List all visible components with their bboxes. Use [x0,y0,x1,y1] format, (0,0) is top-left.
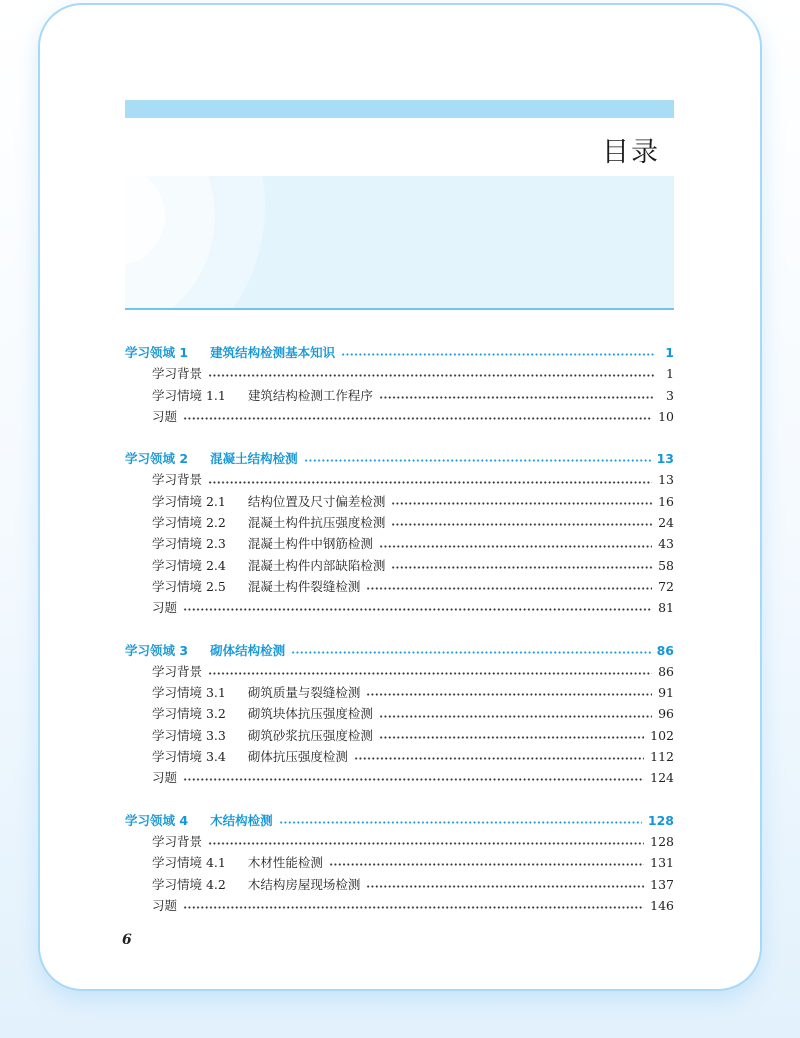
dot-leader [366,587,652,590]
toc-entry-row[interactable] [125,895,674,916]
toc-entry-title: 结构位置及尺寸偏差检测 [247,493,386,509]
toc-section-title: 木结构检测 [210,812,273,828]
toc-entry-label: 学习背景 [152,833,203,849]
toc-entry-row[interactable] [125,831,674,852]
toc-section-page: 128 [647,812,674,828]
toc-entry-row[interactable] [125,874,674,895]
toc-entry-title: 混凝土构件裂缝检测 [247,578,361,594]
toc-section-row[interactable] [125,810,674,831]
toc-entry-row[interactable] [125,491,674,512]
dot-leader [208,374,654,377]
toc-entry-title: 砌筑块体抗压强度检测 [247,706,373,722]
dot-leader [183,608,652,611]
toc-entry-row[interactable] [125,682,674,703]
toc-section-title: 混凝土结构检测 [210,451,298,467]
header-bar [125,100,674,118]
toc-entry-row[interactable] [125,406,674,427]
toc-entry-label: 学习情境 2.4 [152,557,226,573]
page-title: 目录 [602,137,660,168]
section-gap [125,619,674,640]
dot-leader [329,863,644,866]
toc-entry-title: 混凝土构件抗压强度检测 [247,515,386,531]
toc-entry-label: 学习情境 2.2 [152,515,226,531]
dot-leader [341,353,654,356]
toc-section-label: 学习领域 4 [125,812,189,828]
dot-leader [304,459,651,462]
toc-entry-title: 木材性能检测 [247,855,323,871]
toc-entry-row[interactable] [125,725,674,746]
toc-entry-page: 10 [658,408,674,424]
toc-entry-row[interactable] [125,533,674,554]
toc-entry-page: 13 [658,472,674,488]
page-number: 6 [122,932,132,948]
dot-leader [379,545,652,548]
dot-leader [391,566,652,569]
toc-entry-page: 24 [658,515,674,531]
toc-entry-page: 91 [658,685,674,701]
toc-entry-row[interactable] [125,703,674,724]
toc-entry-row[interactable] [125,767,674,788]
toc-entry-row[interactable] [125,852,674,873]
dot-leader [379,715,652,718]
toc-entry-label: 学习情境 3.4 [152,749,226,765]
toc-entry-page: 112 [650,749,674,765]
toc-entry-page: 128 [650,833,674,849]
header-banner [125,176,674,310]
toc-section-row[interactable] [125,342,674,363]
dot-leader [379,396,654,399]
toc-entry-label: 学习情境 1.1 [152,387,226,403]
dot-leader [379,736,644,739]
dot-leader [183,906,644,909]
toc-entry-label: 学习情境 4.2 [152,876,226,892]
toc-entry-page: 16 [658,493,674,509]
dot-leader [208,481,652,484]
dot-leader [183,417,652,420]
dot-leader [391,523,652,526]
toc-section-page: 13 [656,451,674,467]
toc-section-label: 学习领域 2 [125,451,189,467]
toc-entry-label: 学习背景 [152,472,203,488]
dot-leader [366,693,652,696]
toc-entry-page: 3 [666,387,674,403]
dot-leader [279,821,642,824]
toc-entry-row[interactable] [125,555,674,576]
toc-entry-title: 砌筑质量与裂缝检测 [247,685,361,701]
toc-entry-title: 砌筑砂浆抗压强度检测 [247,727,373,743]
toc-entry-row[interactable] [125,385,674,406]
dot-leader [391,502,652,505]
toc-entry-page: 81 [658,600,674,616]
toc-entry-title: 砌体抗压强度检测 [247,749,348,765]
toc-entry-label: 学习情境 4.1 [152,855,226,871]
toc-entry-label: 学习情境 3.2 [152,706,226,722]
toc-entry-page: 58 [658,557,674,573]
toc-entry-label: 习题 [152,408,178,424]
toc-entry-title: 混凝土构件中钢筋检测 [247,536,373,552]
toc-entry-label: 学习情境 2.3 [152,536,226,552]
toc-section-label: 学习领域 1 [125,345,189,360]
dot-leader [208,842,644,845]
toc-entry-page: 131 [650,855,674,871]
toc-entry-row[interactable] [125,746,674,767]
toc-section-row[interactable] [125,448,674,469]
dot-leader [354,757,644,760]
toc-entry-page: 43 [658,536,674,552]
toc-entry-label: 习题 [152,770,178,786]
toc-entry-row[interactable] [125,512,674,533]
toc-entry-title: 建筑结构检测工作程序 [247,387,373,403]
section-gap [125,427,674,448]
toc-section-page: 1 [665,345,674,360]
dot-leader [291,651,651,654]
toc-entry-label: 学习情境 3.1 [152,685,226,701]
toc-entry-label: 习题 [152,600,178,616]
toc-entry-page: 1 [666,366,674,382]
toc-entry-row[interactable] [125,576,674,597]
toc-entry-page: 146 [650,897,674,913]
toc-entry-label: 学习背景 [152,366,203,382]
toc-entry-page: 124 [650,770,674,786]
toc-entry-row[interactable] [125,661,674,682]
toc-entry-label: 学习情境 2.5 [152,578,226,594]
toc-section-row[interactable] [125,640,674,661]
toc-section-title: 建筑结构检测基本知识 [210,345,336,360]
section-gap [125,789,674,810]
toc-entry-page: 137 [650,876,674,892]
toc-entry-label: 学习背景 [152,663,203,679]
dot-leader [208,672,652,675]
toc-entry-page: 96 [658,706,674,722]
toc-entry-label: 学习情境 3.3 [152,727,226,743]
toc-entry-page: 102 [650,727,674,743]
toc-entry-page: 72 [658,578,674,594]
toc-section-title: 砌体结构检测 [210,642,286,658]
toc-entry-label: 习题 [152,897,178,913]
toc-entry-title: 混凝土构件内部缺陷检测 [247,557,386,573]
toc-entry-label: 学习情境 2.1 [152,493,226,509]
toc-entry-page: 86 [658,663,674,679]
toc-entry-title: 木结构房屋现场检测 [247,876,361,892]
toc-section-page: 86 [656,642,674,658]
toc-entry-row[interactable] [125,469,674,490]
toc-section-label: 学习领域 3 [125,642,189,658]
dot-leader [366,885,644,888]
toc-entry-row[interactable] [125,363,674,384]
dot-leader [183,778,644,781]
toc-entry-row[interactable] [125,597,674,618]
table-of-contents [125,342,674,916]
